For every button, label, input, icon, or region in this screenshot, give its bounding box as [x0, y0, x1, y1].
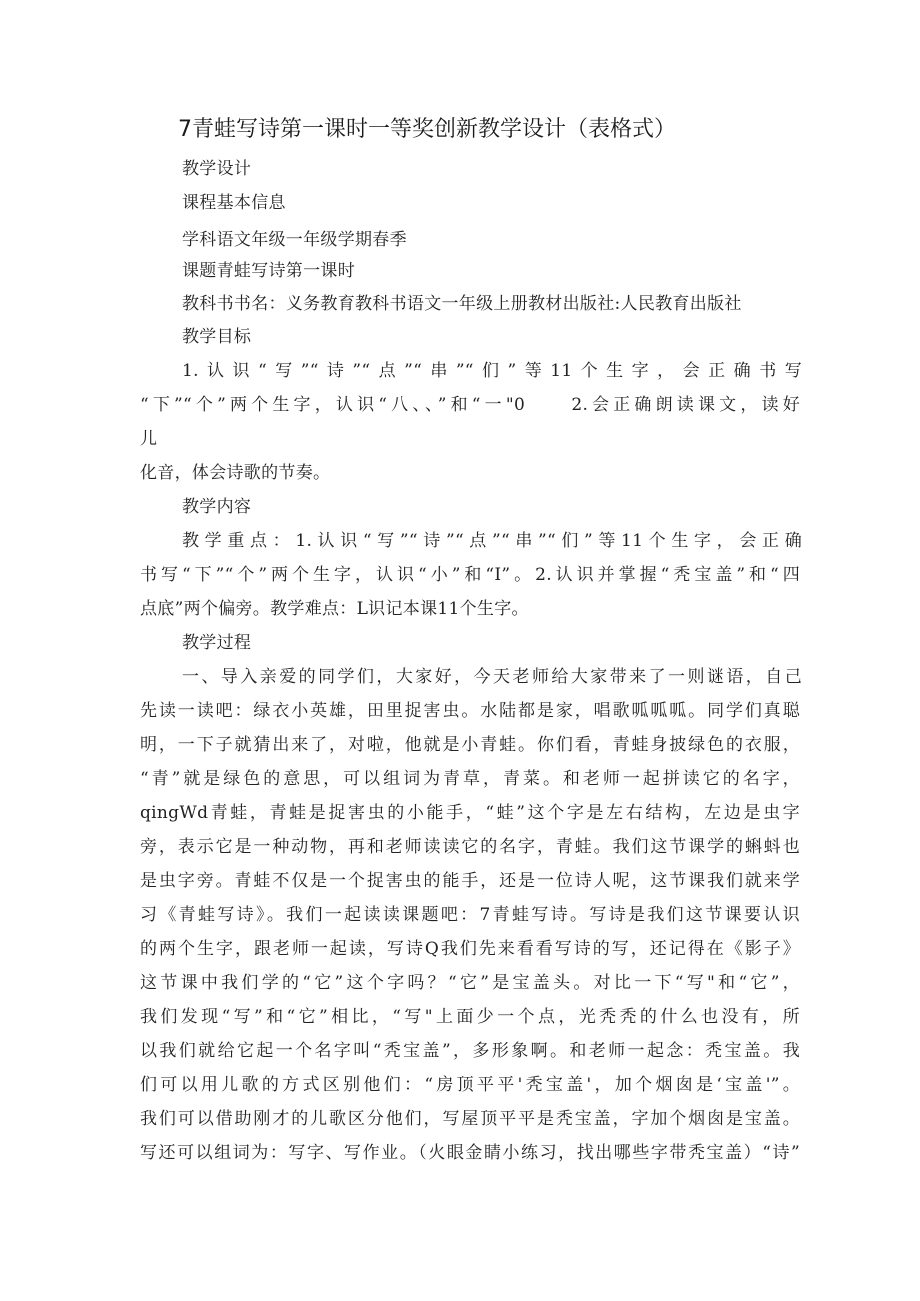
process-text-line: 的两个生字，跟老师一起读，写诗Q我们先来看看写诗的写，还记得在《影子》 [140, 939, 800, 959]
process-text-line: “青”就是绿色的意思，可以组词为青草，青菜。和老师一起拼读它的名字， [140, 769, 800, 789]
goals-text-line: “下”“个”两个生字，认识“八、、”和“一"0 2.会正确朗读课文，读好 [140, 395, 800, 415]
goals-text-line: 化音，体会诗歌的节奏。 [140, 463, 331, 483]
goals-text-line: 儿 [140, 429, 158, 449]
course-textbook: 教科书书名：义务教育教科书语文一年级上册教材出版社:人民教育出版社 [182, 294, 742, 314]
process-text-line: 我们发现“写”和“它”相比，“写"上面少一个点，光秃秃的什么也没有，所 [140, 1007, 800, 1027]
heading-teaching-design: 教学设计 [182, 159, 252, 179]
heading-teaching-goals: 教学目标 [182, 327, 252, 347]
course-subject-grade-term: 学科语文年级一年级学期春季 [182, 230, 407, 250]
process-text-line: 一、导入亲爱的同学们，大家好，今天老师给大家带来了一则谜语，自己 [182, 667, 802, 687]
process-text-line: 习《青蛙写诗》。我们一起读读课题吧：7青蛙写诗。写诗是我们这节课要认识 [140, 905, 800, 925]
process-text-line: 写还可以组词为：写字、写作业。（火眼金睛小练习，找出哪些字带秃宝盖）“诗” [140, 1143, 800, 1163]
process-text-line: 明，一下子就猜出来了，对啦，他就是小青蛙。你们看，青蛙身披绿色的衣服， [140, 735, 800, 755]
process-text-line: 我们可以借助刚才的儿歌区分他们，写屋顶平平是秃宝盖，字加个烟囱是宝盖。 [140, 1109, 800, 1129]
heading-course-info: 课程基本信息 [182, 193, 286, 213]
content-text-line: 书写“下”“个”两个生字，认识“小”和“I”。2.认识并掌握“秃宝盖”和“四 [140, 565, 800, 585]
process-text-line: 旁，表示它是一种动物，再和老师读读它的名字，青蛙。我们这节课学的蝌蚪也 [140, 837, 800, 857]
process-text-line: qingWd青蛙，青蛙是捉害虫的小能手，“蛙”这个字是左右结构，左边是虫字 [140, 803, 800, 823]
course-topic: 课题青蛙写诗第一课时 [182, 261, 355, 281]
process-text-line: 这节课中我们学的“它”这个字吗？“它”是宝盖头。对比一下“写"和“它”， [140, 973, 800, 993]
heading-teaching-process: 教学过程 [182, 633, 252, 653]
content-text-line: 教学重点：1.认识“写”“诗”“点”“串”“们”等11个生字，会正确 [182, 531, 802, 551]
process-text-line: 们可以用儿歌的方式区别他们：“房顶平平'秃宝盖'，加个烟囱是‘宝盖'”。 [140, 1075, 800, 1095]
content-text-line: 点底”两个偏旁。教学难点：L识记本课11个生字。 [140, 599, 529, 619]
process-text-line: 以我们就给它起一个名字叫“秃宝盖”，多形象啊。和老师一起念：秃宝盖。我 [140, 1041, 800, 1061]
process-text-line: 先读一读吧：绿衣小英雄，田里捉害虫。水陆都是家，唱歌呱呱呱。同学们真聪 [140, 701, 800, 721]
heading-teaching-content: 教学内容 [182, 497, 252, 517]
goals-text-line: 1.认识“写”“诗”“点”“串”“们”等11个生字，会正确书写 [182, 361, 802, 381]
process-text-line: 是虫字旁。青蛙不仅是一个捉害虫的能手，还是一位诗人呢，这节课我们就来学 [140, 871, 800, 891]
document-title: 7青蛙写诗第一课时一等奖创新教学设计（表格式） [178, 117, 676, 142]
